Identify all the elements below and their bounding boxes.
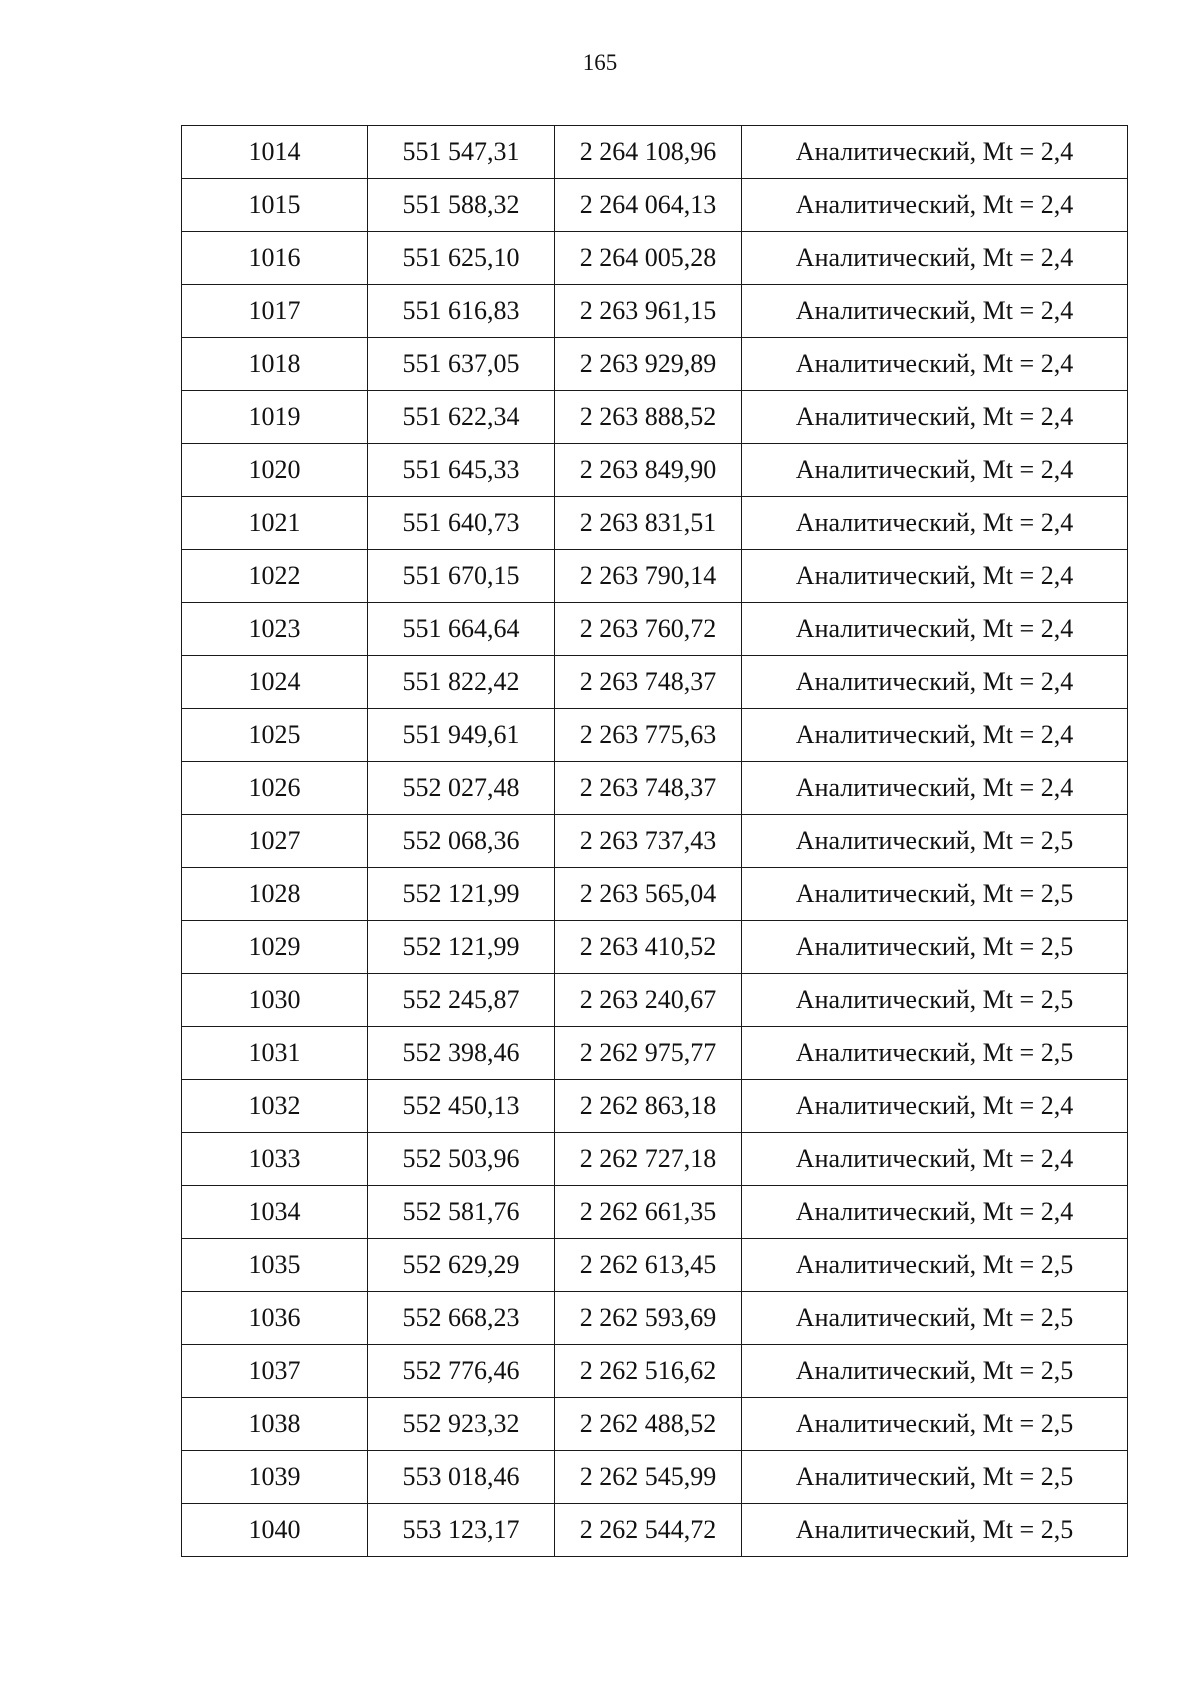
table-row [182,285,1128,338]
page-number: 165 [582,50,618,75]
y-coordinate-cell: 2 264 005,28 [555,232,742,285]
table-row [182,232,1128,285]
table-row [182,1398,1128,1451]
y-coordinate-cell: 2 262 488,52 [555,1398,742,1451]
x-coordinate-cell: 552 245,87 [368,974,555,1027]
y-coordinate-cell: 2 263 565,04 [555,868,742,921]
x-coordinate-cell: 551 822,42 [368,656,555,709]
coordinates-table [181,125,1128,1557]
method-cell: Аналитический, Mt = 2,5 [742,1398,1128,1451]
point-number-cell: 1020 [182,444,368,497]
y-coordinate-cell: 2 263 929,89 [555,338,742,391]
point-number-cell: 1016 [182,232,368,285]
point-number-cell: 1032 [182,1080,368,1133]
y-coordinate-cell: 2 263 888,52 [555,391,742,444]
method-cell: Аналитический, Mt = 2,4 [742,1133,1128,1186]
y-coordinate-cell: 2 262 613,45 [555,1239,742,1292]
x-coordinate-cell: 552 450,13 [368,1080,555,1133]
point-number-cell: 1014 [182,126,368,179]
table-row [182,1451,1128,1504]
method-cell: Аналитический, Mt = 2,4 [742,179,1128,232]
x-coordinate-cell: 551 547,31 [368,126,555,179]
x-coordinate-cell: 551 622,34 [368,391,555,444]
table-row [182,868,1128,921]
x-coordinate-cell: 551 616,83 [368,285,555,338]
y-coordinate-cell: 2 262 661,35 [555,1186,742,1239]
x-coordinate-cell: 551 640,73 [368,497,555,550]
table-row [182,497,1128,550]
y-coordinate-cell: 2 262 544,72 [555,1504,742,1557]
y-coordinate-cell: 2 262 593,69 [555,1292,742,1345]
x-coordinate-cell: 552 068,36 [368,815,555,868]
point-number-cell: 1023 [182,603,368,656]
method-cell: Аналитический, Mt = 2,4 [742,603,1128,656]
table-row [182,762,1128,815]
table-row [182,709,1128,762]
x-coordinate-cell: 552 923,32 [368,1398,555,1451]
point-number-cell: 1038 [182,1398,368,1451]
x-coordinate-cell: 552 503,96 [368,1133,555,1186]
method-cell: Аналитический, Mt = 2,4 [742,285,1128,338]
table-row [182,1186,1128,1239]
method-cell: Аналитический, Mt = 2,5 [742,868,1128,921]
point-number-cell: 1026 [182,762,368,815]
x-coordinate-cell: 552 121,99 [368,868,555,921]
table-row [182,391,1128,444]
point-number-cell: 1024 [182,656,368,709]
method-cell: Аналитический, Mt = 2,4 [742,762,1128,815]
point-number-cell: 1018 [182,338,368,391]
method-cell: Аналитический, Mt = 2,5 [742,921,1128,974]
method-cell: Аналитический, Mt = 2,4 [742,1080,1128,1133]
x-coordinate-cell: 552 629,29 [368,1239,555,1292]
point-number-cell: 1040 [182,1504,368,1557]
method-cell: Аналитический, Mt = 2,5 [742,815,1128,868]
x-coordinate-cell: 551 670,15 [368,550,555,603]
point-number-cell: 1036 [182,1292,368,1345]
method-cell: Аналитический, Mt = 2,5 [742,1451,1128,1504]
y-coordinate-cell: 2 262 863,18 [555,1080,742,1133]
x-coordinate-cell: 552 398,46 [368,1027,555,1080]
x-coordinate-cell: 551 949,61 [368,709,555,762]
method-cell: Аналитический, Mt = 2,5 [742,1292,1128,1345]
x-coordinate-cell: 553 123,17 [368,1504,555,1557]
point-number-cell: 1015 [182,179,368,232]
table-row [182,126,1128,179]
point-number-cell: 1029 [182,921,368,974]
point-number-cell: 1035 [182,1239,368,1292]
method-cell: Аналитический, Mt = 2,5 [742,1027,1128,1080]
table-row [182,603,1128,656]
point-number-cell: 1025 [182,709,368,762]
x-coordinate-cell: 551 664,64 [368,603,555,656]
method-cell: Аналитический, Mt = 2,5 [742,974,1128,1027]
method-cell: Аналитический, Mt = 2,4 [742,656,1128,709]
table-row [182,1345,1128,1398]
x-coordinate-cell: 551 625,10 [368,232,555,285]
table-row [182,1239,1128,1292]
table-row [182,1027,1128,1080]
x-coordinate-cell: 551 588,32 [368,179,555,232]
method-cell: Аналитический, Mt = 2,5 [742,1239,1128,1292]
point-number-cell: 1031 [182,1027,368,1080]
table-row [182,550,1128,603]
y-coordinate-cell: 2 263 775,63 [555,709,742,762]
method-cell: Аналитический, Mt = 2,4 [742,444,1128,497]
point-number-cell: 1034 [182,1186,368,1239]
y-coordinate-cell: 2 262 727,18 [555,1133,742,1186]
method-cell: Аналитический, Mt = 2,4 [742,232,1128,285]
x-coordinate-cell: 552 581,76 [368,1186,555,1239]
x-coordinate-cell: 551 637,05 [368,338,555,391]
method-cell: Аналитический, Mt = 2,4 [742,391,1128,444]
y-coordinate-cell: 2 263 240,67 [555,974,742,1027]
point-number-cell: 1037 [182,1345,368,1398]
table-row [182,1080,1128,1133]
y-coordinate-cell: 2 263 831,51 [555,497,742,550]
y-coordinate-cell: 2 263 748,37 [555,656,742,709]
method-cell: Аналитический, Mt = 2,4 [742,497,1128,550]
x-coordinate-cell: 552 027,48 [368,762,555,815]
table-row [182,815,1128,868]
point-number-cell: 1027 [182,815,368,868]
x-coordinate-cell: 552 668,23 [368,1292,555,1345]
method-cell: Аналитический, Mt = 2,4 [742,338,1128,391]
x-coordinate-cell: 552 776,46 [368,1345,555,1398]
y-coordinate-cell: 2 263 849,90 [555,444,742,497]
y-coordinate-cell: 2 263 790,14 [555,550,742,603]
table-row [182,1292,1128,1345]
point-number-cell: 1022 [182,550,368,603]
table-row [182,921,1128,974]
point-number-cell: 1017 [182,285,368,338]
table-row [182,656,1128,709]
table-row [182,974,1128,1027]
method-cell: Аналитический, Mt = 2,5 [742,1504,1128,1557]
point-number-cell: 1028 [182,868,368,921]
table-row [182,179,1128,232]
method-cell: Аналитический, Mt = 2,4 [742,1186,1128,1239]
method-cell: Аналитический, Mt = 2,5 [742,1345,1128,1398]
y-coordinate-cell: 2 264 108,96 [555,126,742,179]
table-row [182,1133,1128,1186]
table-row [182,444,1128,497]
y-coordinate-cell: 2 263 410,52 [555,921,742,974]
point-number-cell: 1019 [182,391,368,444]
y-coordinate-cell: 2 263 748,37 [555,762,742,815]
y-coordinate-cell: 2 264 064,13 [555,179,742,232]
method-cell: Аналитический, Mt = 2,4 [742,126,1128,179]
point-number-cell: 1030 [182,974,368,1027]
point-number-cell: 1021 [182,497,368,550]
x-coordinate-cell: 553 018,46 [368,1451,555,1504]
y-coordinate-cell: 2 263 737,43 [555,815,742,868]
y-coordinate-cell: 2 263 961,15 [555,285,742,338]
method-cell: Аналитический, Mt = 2,4 [742,550,1128,603]
y-coordinate-cell: 2 263 760,72 [555,603,742,656]
table-row [182,338,1128,391]
y-coordinate-cell: 2 262 545,99 [555,1451,742,1504]
x-coordinate-cell: 552 121,99 [368,921,555,974]
y-coordinate-cell: 2 262 516,62 [555,1345,742,1398]
table-row [182,1504,1128,1557]
coordinates-table-body [182,126,1128,1557]
method-cell: Аналитический, Mt = 2,4 [742,709,1128,762]
point-number-cell: 1039 [182,1451,368,1504]
point-number-cell: 1033 [182,1133,368,1186]
x-coordinate-cell: 551 645,33 [368,444,555,497]
y-coordinate-cell: 2 262 975,77 [555,1027,742,1080]
